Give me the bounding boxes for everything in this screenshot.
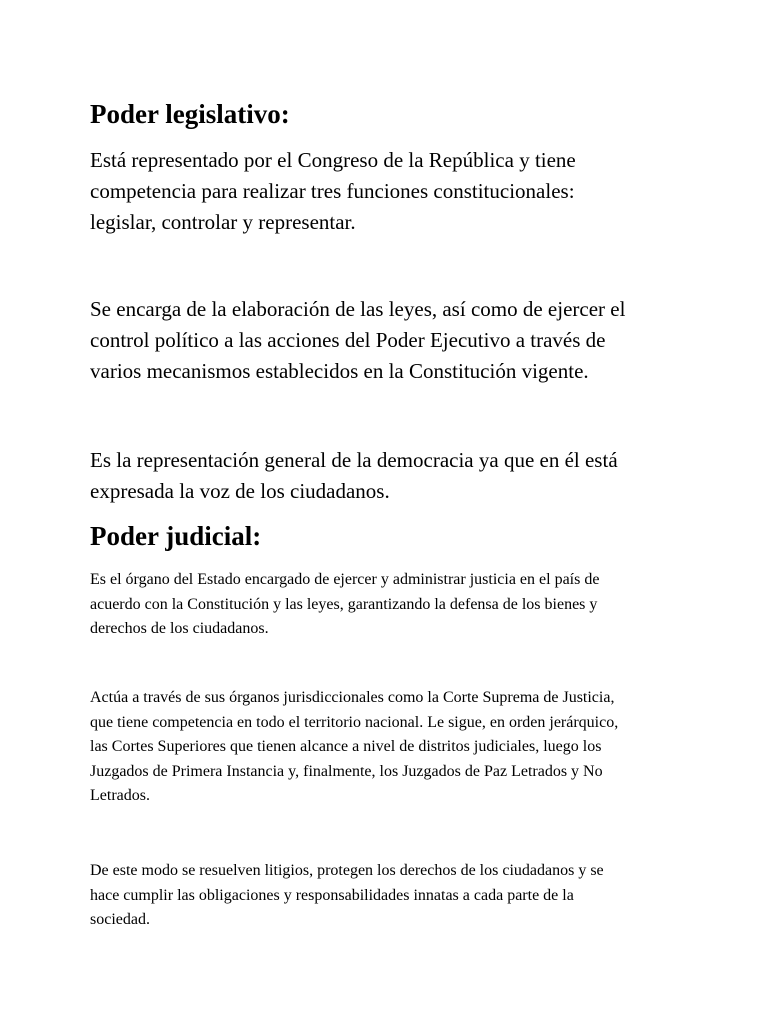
text-line: Es el órgano del Estado encargado de ejercer y administrar justicia en el país de [90, 571, 600, 588]
text-line: sociedad. [90, 911, 150, 928]
paragraph-judicial-litigios [90, 859, 604, 933]
text-line: Está representado por el Congreso de la República y tiene [90, 148, 576, 172]
text-line: hace cumplir las obligaciones y responsabilidades innatas a cada parte de la [90, 886, 574, 904]
heading-poder-legislativo: Poder legislativo: [90, 99, 290, 129]
text-line: Es la representación general de la democracia ya que en él está [90, 448, 618, 472]
text-line: legislar, controlar y representar. [90, 210, 356, 234]
text-line: derechos de los ciudadanos. [90, 620, 269, 637]
paragraph-legislativo-funciones [90, 294, 625, 387]
text-line: Juzgados de Primera Instancia y, finalmente, los Juzgados de Paz Letrados y No [90, 762, 603, 780]
text-line: que tiene competencia en todo el territorio nacional. Le sigue, en orden jerárquico, [90, 713, 619, 731]
text-line: control político a las acciones del Poder Ejecutivo a través de [90, 328, 606, 352]
text-line: De este modo se resuelven litigios, protegen los derechos de los ciudadanos y se [90, 862, 604, 879]
heading-poder-judicial: Poder judicial: [90, 521, 262, 551]
text-line: Se encarga de la elaboración de las leyes, así como de ejercer el [90, 297, 626, 321]
paragraph-legislativo-representacion [90, 145, 576, 238]
paragraph-legislativo-democracia [90, 445, 618, 507]
text-line: varios mecanismos establecidos en la Constitución vigente. [90, 359, 589, 383]
paragraph-judicial-organo [90, 568, 599, 642]
paragraph-judicial-organos [90, 686, 618, 809]
text-line: competencia para realizar tres funciones constitucionales: [90, 179, 575, 203]
text-line: las Cortes Superiores que tienen alcance a nivel de distritos judiciales, luego los [90, 738, 602, 755]
text-line: acuerdo con la Constitución y las leyes, garantizando la defensa de los bienes y [90, 595, 598, 613]
text-line: Actúa a través de sus órganos jurisdiccionales como la Corte Suprema de Justicia, [90, 689, 615, 706]
text-line: expresada la voz de los ciudadanos. [90, 479, 390, 503]
text-line: Letrados. [90, 787, 150, 804]
